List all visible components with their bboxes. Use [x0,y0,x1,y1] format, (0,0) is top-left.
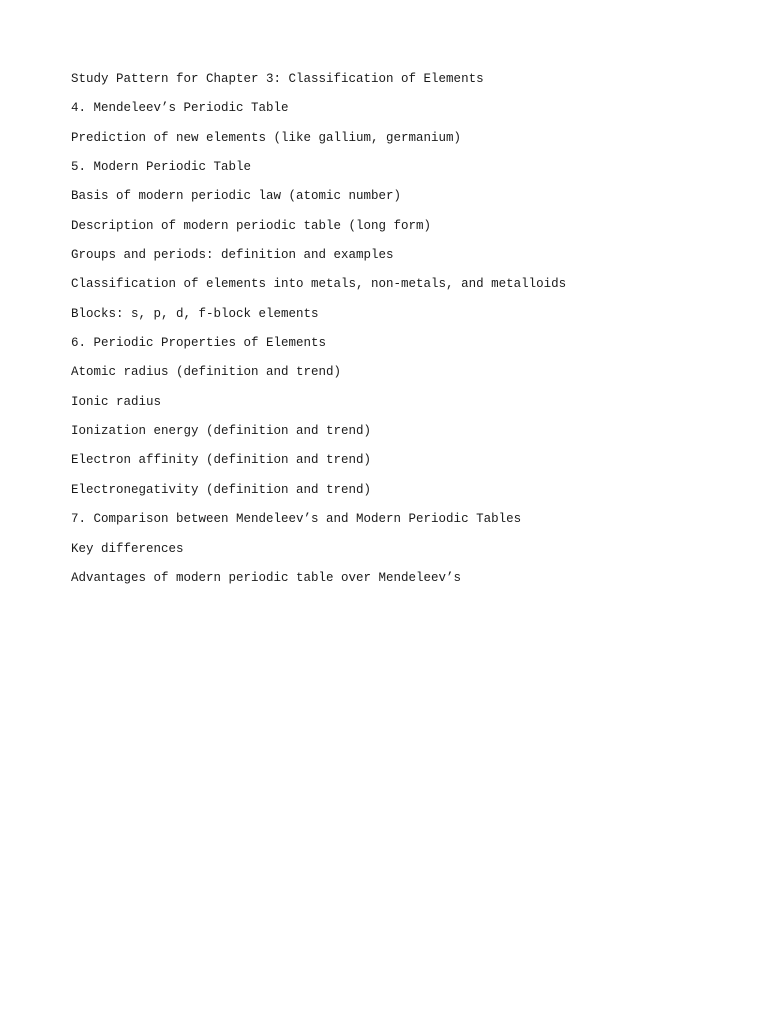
text-line: Basis of modern periodic law (atomic number) [71,189,402,204]
text-line: Advantages of modern periodic table over Mendeleev’s [71,570,462,585]
text-line: Electron affinity (definition and trend) [71,453,372,468]
text-line: Prediction of new elements (like gallium, germanium) [71,130,462,145]
section-heading-modern-table: 5. Modern Periodic Table [71,160,252,175]
text-line: Electronegativity (definition and trend) [71,482,372,497]
text-line: Key differences [71,541,184,556]
text-line: Blocks: s, p, d, f-block elements [71,306,319,321]
text-line: Atomic radius (definition and trend) [71,365,342,380]
section-heading-mendeleev: 4. Mendeleev’s Periodic Table [71,101,289,116]
text-line: Classification of elements into metals, non-metals, and metalloids [71,277,567,292]
text-line: Description of modern periodic table (long form) [71,218,432,233]
document-body [71,70,566,598]
document-title: Study Pattern for Chapter 3: Classification of Elements [71,72,484,86]
section-heading-comparison: 7. Comparison between Mendeleev’s and Modern Periodic Tables [71,512,522,527]
text-line: Ionization energy (definition and trend) [71,424,372,439]
section-heading-periodic-properties: 6. Periodic Properties of Elements [71,336,327,351]
text-line: Ionic radius [71,394,162,409]
text-line: Groups and periods: definition and examples [71,248,394,263]
